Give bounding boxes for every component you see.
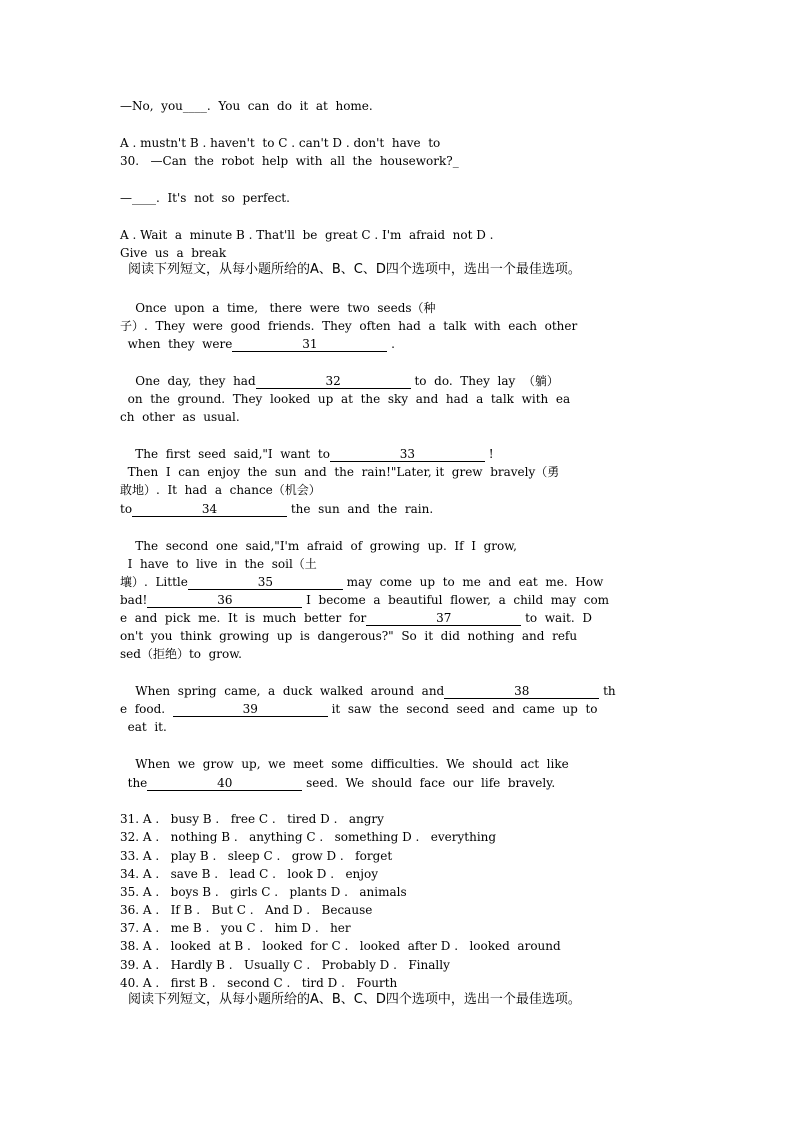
passage-line: sed（拒绝）to grow.	[120, 647, 242, 661]
option-line-31: 31. A . busy B . free C . tired D . angry	[120, 812, 384, 826]
option-line-39: 39. A . Hardly B . Usually C . Probably D . Finally	[120, 958, 450, 972]
passage-line: ch other as usual.	[120, 410, 240, 424]
passage-line: The second one said,"I'm afraid of growing up. If I grow,	[120, 539, 517, 553]
passage-line: 子）. They were good friends. They often had a talk with each other	[120, 319, 578, 333]
passage-line: bad! 36 I become a beautiful flower, a child may com	[120, 593, 610, 607]
blank-33[interactable]: 33	[330, 448, 485, 462]
option-line-33: 33. A . play B . sleep C . grow D . forget	[120, 849, 393, 863]
option-line-35: 35. A . boys B . girls C . plants D . animals	[120, 885, 407, 899]
q29-options: A . mustn't B . haven't to C . can't D . don't have to	[120, 136, 441, 150]
section-instruction: 阅读下列短文，从每小题所给的A、B、C、D四个选项中，选出一个最佳选项。	[128, 992, 581, 1007]
blank-40[interactable]: 40	[147, 777, 302, 791]
passage-line: The first seed said,"I want to 33 !	[120, 447, 494, 461]
passage-line: I have to live in the soil（土	[120, 557, 317, 571]
q30-options: A . Wait a minute B . That'll be great C . I'm afraid not D .	[120, 228, 494, 242]
blank-34[interactable]: 34	[132, 503, 287, 517]
option-line-34: 34. A . save B . lead C . look D . enjoy	[120, 867, 378, 881]
section-instruction: 阅读下列短文，从每小题所给的A、B、C、D四个选项中，选出一个最佳选项。	[128, 262, 581, 277]
passage-line: 壤）. Little 35 may come up to me and eat me. How	[120, 575, 604, 589]
blank-38[interactable]: 38	[444, 685, 599, 699]
passage-line: on the ground. They looked up at the sky and had a talk with ea	[120, 392, 571, 406]
q30-reply: —____. It's not so perfect.	[120, 191, 290, 205]
option-line-32: 32. A . nothing B . anything C . something D . everything	[120, 830, 497, 844]
passage-line: when they were 31 .	[120, 337, 395, 351]
passage-line: to 34 the sun and the rain.	[120, 502, 434, 516]
passage-line: When spring came, a duck walked around and 38 th	[120, 684, 616, 698]
q30-options-cont: Give us a break	[120, 246, 227, 260]
blank-36[interactable]: 36	[147, 594, 302, 608]
passage-line: When we grow up, we meet some difficulties. We should act like	[120, 757, 569, 771]
blank-37[interactable]: 37	[366, 612, 521, 626]
passage-line: e food. 39 it saw the second seed and came up to	[120, 702, 598, 716]
blank-35[interactable]: 35	[188, 576, 343, 590]
blank-39[interactable]: 39	[173, 703, 328, 717]
blank-31[interactable]: 31	[232, 338, 387, 352]
option-line-37: 37. A . me B . you C . him D . her	[120, 921, 351, 935]
option-line-38: 38. A . looked at B . looked for C . looked after D . looked around	[120, 939, 561, 953]
passage-line: eat it.	[120, 720, 167, 734]
passage-line: e and pick me. It is much better for 37 to wait. D	[120, 611, 592, 625]
blank-32[interactable]: 32	[256, 375, 411, 389]
passage-line: the 40 seed. We should face our life bravely.	[120, 776, 556, 790]
passage-line: Then I can enjoy the sun and the rain!"Later, it grew bravely（勇	[120, 465, 560, 479]
passage-line: 敢地）. It had a chance（机会）	[120, 483, 321, 497]
passage-line: Once upon a time, there were two seeds（种	[120, 301, 436, 315]
passage-line: on't you think growing up is dangerous?" So it did nothing and refu	[120, 629, 578, 643]
option-line-36: 36. A . If B . But C . And D . Because	[120, 903, 373, 917]
option-line-40: 40. A . first B . second C . tird D . Fourth	[120, 976, 398, 990]
q30-question: 30. —Can the robot help with all the housework?_	[120, 154, 459, 168]
q29-dialog: —No, you____. You can do it at home.	[120, 99, 373, 113]
passage-line: One day, they had 32 to do. They lay （躺）	[120, 374, 559, 388]
